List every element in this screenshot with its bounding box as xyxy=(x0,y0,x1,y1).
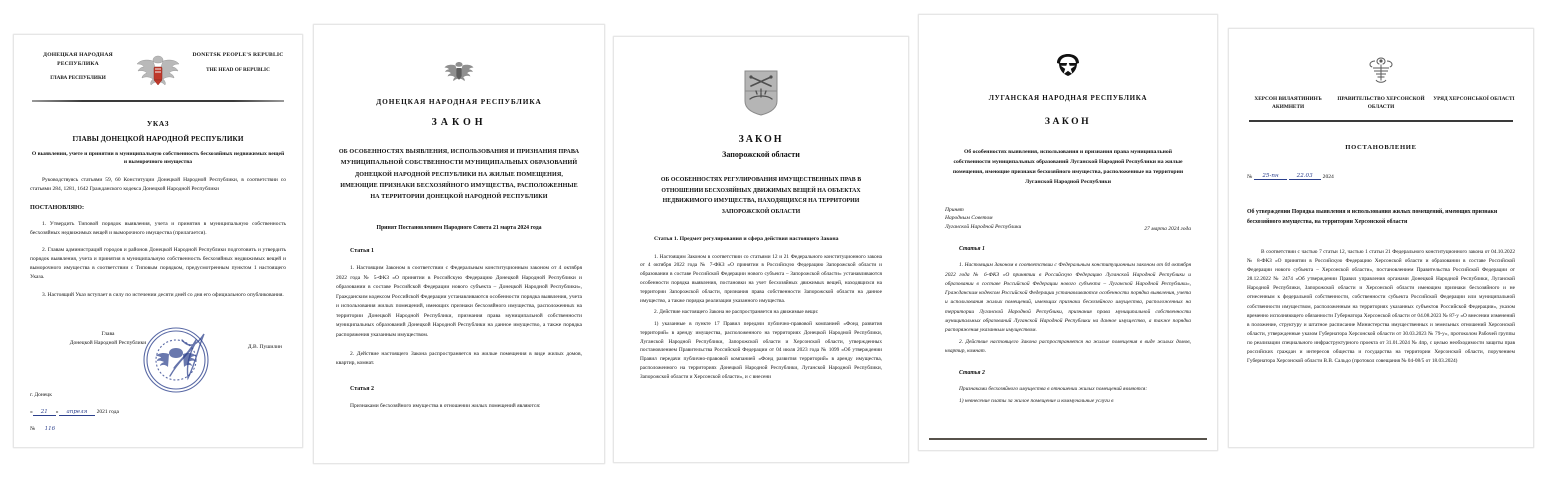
doc5-title: Об утверждении Порядка выявления и использования жилых помещений, имеющих признаки бесхозяйного имущества, на территории Херсонской области xyxy=(1247,208,1498,225)
doc1-date-quote-open: « xyxy=(30,408,33,415)
doc3-article-1-paragraph-1: 1. Настоящим Законом в соответствии со статьями 12 и 21 Федерального конституционного закона от 4 октября 2022 года № 7-ФКЗ «О принятии в Российскую Федерацию Запорожской области и образовании в составе Российской Федерации нового субъекта – Запорожской области» устанавливаются особенности порядка выявления, постановки на учет бесхозяйных движимых вещей, находящихся на территории Запорожской области, признания права собственности Запорожской области на данное имущество, а также порядка реализации указанного имущества. xyxy=(640,253,882,304)
doc2-article-1-label: Статья 1 xyxy=(350,248,374,255)
doc1-republic-en: DONETSK PEOPLE'S REPUBLIC xyxy=(192,52,284,58)
doc4-article-1-paragraph-1: 1. Настоящим Законом в соответствии с Федеральным конституционным законом от 04 октября 2022 года № 6-ФКЗ «О принятии в Российскую Федерацию Луганской Народной Республики и образовании в составе Российской Федерации нового субъекта – Луганской Народной Республики», Гражданским кодексом Российской Федерации устанавливаются особенности порядка выявления, учета и использования жилых помещений, имеющих признаки бесхозяйного имущества, расположенных на территории Луганской Народной Республики, признания права муниципальной собственности муниципальных образований Луганской Народной Республики на данное имущество, а также порядка распоряжения указанным имуществом. xyxy=(945,262,1191,334)
doc5-header-crimean-tatar: ХЕРСОН ВИЛАЯТИНИНЪ АКИМНЕТИ xyxy=(1254,96,1322,111)
doc1-number-line xyxy=(30,426,286,432)
doc1-date-month: апреля xyxy=(59,409,96,416)
doc1-republic-ru: ДОНЕЦКАЯ НАРОДНАЯ РЕСПУБЛИКА xyxy=(43,52,113,67)
doc1-signature-block xyxy=(30,320,286,390)
doc4-article-2-paragraph-1: Признаками бесхозяйного имущества в отношении жилых помещений являются: xyxy=(959,386,1148,393)
kherson-coat-of-arms-icon xyxy=(1364,55,1398,89)
doc1-letterhead-english xyxy=(192,51,284,74)
dnr-eagle-emblem-icon xyxy=(135,51,181,91)
doc5-header-russian: ПРАВИТЕЛЬСТВО ХЕРСОНСКОЙ ОБЛАСТИ xyxy=(1337,96,1425,111)
doc1-signer-name: Д.В. Пушилин xyxy=(247,343,282,350)
doc1-city: г. Донецк xyxy=(30,391,52,398)
doc4-bottom-edge-shadow xyxy=(929,438,1207,440)
doc2-title: ОБ ОСОБЕННОСТЯХ ВЫЯВЛЕНИЯ, ИСПОЛЬЗОВАНИЯ И ПРИЗНАНИЯ ПРАВА МУНИЦИПАЛЬНОЙ СОБСТВЕННОСТИ МУНИЦИПАЛЬНЫХ ОБРАЗОВАНИЙ ДОНЕЦКОЙ НАРОДНОЙ РЕСПУБЛИКИ НА ЖИЛЫЕ ПОМЕЩЕНИЯ, ИМЕЮЩИЕ ПРИЗНАКИ БЕСХОЗЯЙНОГО ИМУЩЕСТВА, РАСПОЛОЖЕННЫЕ НА ТЕРРИТОРИИ ДОНЕЦКОЙ НАРОДНОЙ РЕСПУБЛИКИ xyxy=(338,149,580,201)
doc1-date-line xyxy=(30,409,286,416)
doc1-clause-1: 1. Утвердить Типовой порядок выявления, учета и принятия в муниципальную собственность бесхозяйных недвижимых вещей и выморочного имущества (прилагается). xyxy=(30,220,286,236)
doc4-republic: ЛУГАНСКАЯ НАРОДНАЯ РЕСПУБЛИКА xyxy=(988,94,1148,102)
doc4-adopted-line3: Луганской Народной Республики xyxy=(945,224,1022,231)
doc3-article-1-paragraph-2: 2. Действие настоящего Закона не распространяется на движимые вещи: xyxy=(654,309,819,316)
doc2-law-word: ЗАКОН xyxy=(431,117,487,128)
doc1-head-of-republic-ru: ГЛАВА РЕСПУБЛИКИ xyxy=(50,75,106,82)
doc2-article-2-paragraph-1: Признаками бесхозяйного имущества в отношении жилых помещений являются: xyxy=(350,402,541,409)
doc5-letterhead xyxy=(1247,95,1515,112)
doc4-law-word: ЗАКОН xyxy=(1044,116,1092,127)
doc5-header-ukrainian: УРЯД ХЕРСОНСЬКОЇ ОБЛАСТІ xyxy=(1433,96,1515,102)
doc4-adoption-block xyxy=(945,206,1191,233)
doc2-article-1-paragraph-2: 2. Действие настоящего Закона распространяется на жилые помещения в виде жилых домов, квартир, комнат. xyxy=(336,350,582,367)
doc1-signer-role-line2: Донецкой Народной Республики xyxy=(69,340,147,346)
doc3-article-1-label: Статья 1. Предмет регулирования и сфера действия настоящего Закона xyxy=(654,235,839,242)
doc1-number-value: 116 xyxy=(44,425,56,432)
doc5-document-word: ПОСТАНОВЛЕНИЕ xyxy=(1345,143,1417,151)
doc4-article-1-paragraph-2: 2. Действие настоящего Закона распространяется на жилые помещения в виде жилых домов, квартир, комнат. xyxy=(945,338,1191,354)
doc1-subtitle: ГЛАВЫ ДОНЕЦКОЙ НАРОДНОЙ РЕСПУБЛИКИ xyxy=(72,135,244,143)
doc2-adopted-line: Принят Постановлением Народного Совета 21 марта 2024 года xyxy=(376,225,542,232)
doc5-body-paragraph-1: В соответствии с частью 7 статьи 12, частью 1 статьи 21 Федерального конституционного закона от 04.10.2022 № 8-ФКЗ «О принятии в Российскую Федерацию Херсонской области и образовании в составе Российской Федерации нового субъекта – Херсонской области», постановлением Правительства Российской Федерации от 28.12.2022 № 2474 «Об утверждении Правил управления органами Донецкой Народной Республики, Луганской Народной Республики, Запорожской области и Херсонской области имеющим признаки бесхозяйного и не отнесенным к федеральной собственности, собственности субъекта Российской Федерации или муниципальной собственности имуществом, расположенным на территориях указанных субъектов Российской Федерации», указом временно исполняющего обязанности Губернатора Херсонской области от 04.08.2023 № 87-у «О внесении изменений в положение, структуру и штатное расписание Министерства имущественных и земельных отношений Херсонской области, утвержденные указом Губернатора Херсонской области от 30.03.2023 № 79-у», протоколом Рабочей группы по реализации специального инфраструктурного проекта от 31.01.2024 № 4пр, с целью необходимости защиты прав российских граждан и интересов общества и государства на территории Херсонской области, поручением Губернатора Херсонской области В.В. Сальдо (протокол совещания № 04-08/5 от 18.03.2024) xyxy=(1247,248,1515,365)
doc4-article-2-paragraph-2: 1) невнесение платы за жилое помещение и коммунальные услуги в xyxy=(959,397,1114,404)
doc4-article-1-label: Статья 1 xyxy=(959,246,985,253)
doc2-article-1-paragraph-1: 1. Настоящим Законом в соответствии с Федеральным конституционным законом от 4 октября 2022 года № 5-ФКЗ «О принятии в Российскую Федерацию Донецкой Народной Республики и образовании в составе Российской Федерации нового субъекта – Донецкой Народной Республики», Гражданским кодексом Российской Федерации устанавливаются особенности порядка выявления, учета и использования жилых помещений, имеющих признаки бесхозяйного имущества, расположенных на территории Донецкой Народной Республики, признания права муниципальной собственности муниципальных образований Донецкой Народной Республики на данное имущество, а также порядка распоряжения указанным имуществом. xyxy=(336,265,582,338)
doc1-subject: О выявлении, учете и принятии в муниципальную собственность бесхозяйных недвижимых вещей и выморочного имущества xyxy=(31,151,285,166)
doc1-resolve-word: ПОСТАНОВЛЯЮ: xyxy=(30,203,85,211)
doc4-adopted-line2: Народным Советом xyxy=(945,215,993,222)
doc1-head-of-republic-en: THE HEAD OF REPUBLIC xyxy=(206,66,270,73)
doc1-title: УКАЗ xyxy=(146,119,170,128)
doc5-number-value: 25-пн xyxy=(1254,173,1286,180)
doc1-signer-role xyxy=(48,330,168,348)
doc3-law-word: ЗАКОН xyxy=(738,134,784,145)
doc5-number-line xyxy=(1247,173,1515,180)
doc5-number-label: № xyxy=(1247,173,1253,180)
doc5-header-divider xyxy=(1249,120,1513,122)
doc2-article-2-label: Статья 2 xyxy=(350,385,374,392)
doc3-article-1-paragraph-3: 1) указанные в пункте 17 Правил передачи публично-правовой компанией «Фонд развития территорий» в аренду имущества, расположенного на территориях Донецкой Народной Республики, Луганской Народной Республики, Запорожской области и Херсонской области, утвержденных постановлением Правительства Российской Федерации от 04 июля 2023 года № 1099 «Об утверждении Правил передачи публично-правовой компанией «Фонд развития территорий» в аренду имущества, расположенного на территориях Донецкой Народной Республики, Луганской Народной Республики, Запорожской области и Херсонской области», и с внесени xyxy=(640,321,882,380)
doc4-article-2-label: Статья 2 xyxy=(959,370,985,377)
doc1-header-divider xyxy=(32,100,284,102)
doc2-republic: ДОНЕЦКАЯ НАРОДНАЯ РЕСПУБЛИКА xyxy=(376,97,542,106)
doc1-preamble: Руководствуясь статьями 59, 60 Конституции Донецкой Народной Республики, в соответствии со статьями 284, 1281, 1642 Гражданского кодекса Донецкой Народной Республики xyxy=(30,176,286,192)
doc1-letterhead-russian xyxy=(32,51,124,83)
document-dnr-law[interactable] xyxy=(313,24,605,464)
document-kherson-resolution[interactable] xyxy=(1228,28,1534,448)
doc5-year-value: 2024 xyxy=(1322,173,1334,180)
doc1-letterhead xyxy=(30,47,286,91)
document-lnr-law[interactable] xyxy=(918,14,1218,451)
doc4-title: Об особенностях выявления, использования и признания права муниципальной собственности муниципальных образований Луганской Народной Республики на жилые помещения, имеющие признаки бесхозяйного имущества, расположенные на территории Луганской Народной Республики xyxy=(952,149,1184,186)
document-dnr-decree[interactable] xyxy=(13,34,303,448)
doc5-date-value: 22.03 xyxy=(1289,173,1321,180)
document-zaporozhye-law[interactable] xyxy=(613,36,909,463)
doc4-adopted-by xyxy=(945,206,1021,233)
doc3-region: Запорожской области xyxy=(722,150,800,159)
doc1-signer-role-line1: Глава xyxy=(101,330,115,337)
doc1-clause-2: 2. Главам администраций городов и районов Донецкой Народной Республики подготовить и утвердить порядок выявления, учета и принятия в муниципальную собственность бесхозяйных недвижимых вещей и выморочного имущества в соответствии с Типовым порядком, предусмотренным пунктом 1 настоящего Указа. xyxy=(30,247,286,281)
doc1-date-day: 21 xyxy=(33,409,56,416)
doc1-number-label: № xyxy=(30,425,36,432)
doc4-adopted-date: 27 марта 2024 года xyxy=(1144,226,1191,233)
lnr-star-emblem-icon xyxy=(1053,53,1083,81)
zaporozhye-coat-of-arms-icon xyxy=(742,69,780,117)
doc3-title: ОБ ОСОБЕННОСТЯХ РЕГУЛИРОВАНИЯ ИМУЩЕСТВЕННЫХ ПРАВ В ОТНОШЕНИИ БЕСХОЗЯЙНЫХ ДВИЖИМЫХ ВЕЩЕЙ НА ОБЪЕКТАХ НЕДВИЖИМОГО ИМУЩЕСТВА, НАХОДЯЩИХСЯ НА ТЕРРИТОРИИ ЗАПОРОЖСКОЙ ОБЛАСТИ xyxy=(660,177,862,215)
doc1-clause-3: 3. Настоящий Указ вступает в силу по истечении десяти дней со дня его официального опубликования. xyxy=(42,292,284,299)
doc1-date-quote-close: » xyxy=(55,408,59,415)
dnr-eagle-emblem-icon xyxy=(444,59,474,85)
doc1-date-year: 2021 года xyxy=(96,408,119,415)
doc4-adopted-line1: Принят xyxy=(945,206,964,213)
